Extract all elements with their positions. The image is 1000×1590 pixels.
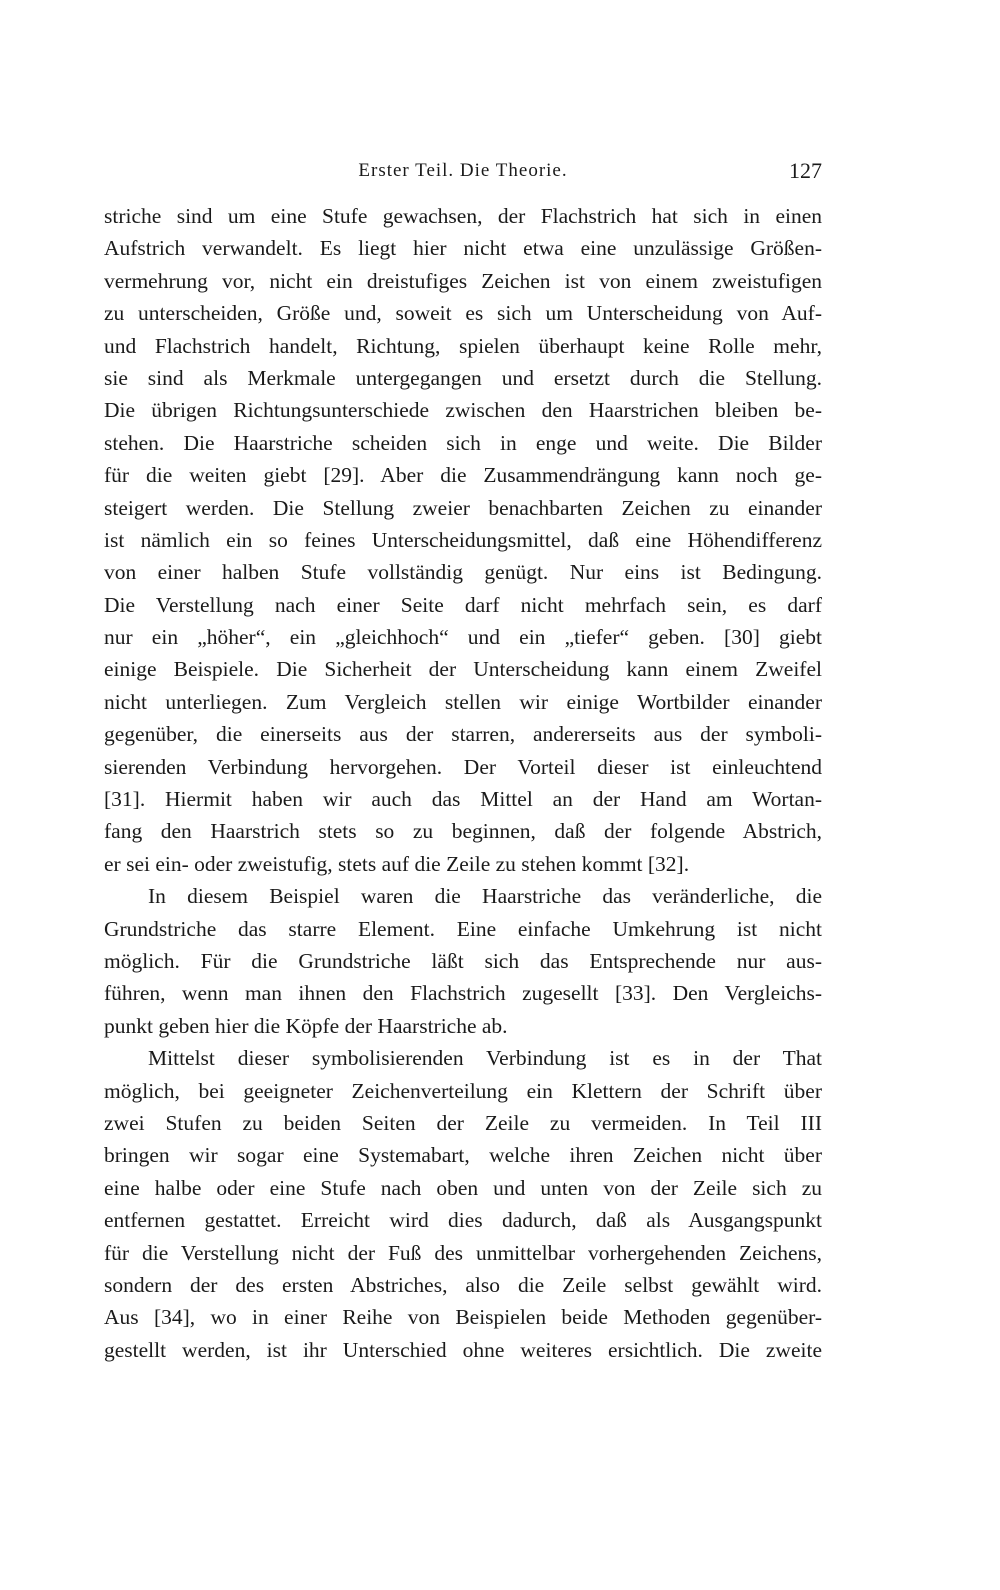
text-line: stehen. Die Haarstriche scheiden sich in enge und weite. Die Bilder [104, 430, 822, 455]
running-head [104, 156, 822, 186]
paragraph [104, 1042, 822, 1366]
text-line: nur ein „höher“, ein „gleichhoch“ und ein „tiefer“ geben. [30] giebt [104, 625, 822, 650]
text-line: und Flachstrich handelt, Richtung, spielen überhaupt keine Rolle mehr, [104, 333, 822, 358]
text-line: sie sind als Merkmale untergegangen und ersetzt durch die Stellung. [104, 365, 822, 390]
text-line: zu unterscheiden, Größe und, soweit es sich um Unterscheidung von Auf- [104, 301, 822, 326]
text-line: nicht unterliegen. Zum Vergleich stellen wir einige Wortbilder einander [104, 689, 822, 714]
text-line: sierenden Verbindung hervorgehen. Der Vorteil dieser ist einleuchtend [104, 754, 822, 779]
text-line: entfernen gestattet. Erreicht wird dies dadurch, daß als Ausgangspunkt [104, 1208, 822, 1233]
running-title: Erster Teil. Die Theorie. [358, 160, 568, 181]
text-line: eine halbe oder eine Stufe nach oben und unten von der Zeile sich zu [104, 1175, 822, 1200]
text-line: fang den Haarstrich stets so zu beginnen, daß der folgende Abstrich, [104, 819, 822, 844]
text-line: gestellt werden, ist ihr Unterschied ohne weiteres ersichtlich. Die zweite [104, 1337, 822, 1362]
text-line: In diesem Beispiel waren die Haarstriche das veränderliche, die [148, 884, 822, 909]
text-line: [31]. Hiermit haben wir auch das Mittel an der Hand am Wortan- [104, 787, 822, 812]
text-line: zwei Stufen zu beiden Seiten der Zeile zu vermeiden. In Teil III [104, 1110, 822, 1135]
text-line: führen, wenn man ihnen den Flachstrich zugesellt [33]. Den Vergleichs- [104, 981, 822, 1006]
text-line: er sei ein- oder zweistufig, stets auf die Zeile zu stehen kommt [32]. [104, 851, 690, 876]
text-line: möglich, bei geeigneter Zeichenverteilung ein Klettern der Schrift über [104, 1078, 822, 1103]
text-line: einige Beispiele. Die Sicherheit der Unterscheidung kann einem Zweifel [104, 657, 822, 682]
text-line: Mittelst dieser symbolisierenden Verbindung ist es in der That [148, 1046, 822, 1071]
text-line: von einer halben Stufe vollständig genügt. Nur eins ist Bedingung. [104, 560, 822, 585]
text-line: striche sind um eine Stufe gewachsen, der Flachstrich hat sich in einen [104, 204, 822, 228]
paragraph [104, 200, 822, 880]
text-line: Grundstriche das starre Element. Eine einfache Umkehrung ist nicht [104, 916, 822, 941]
text-line: Die übrigen Richtungsunterschiede zwischen den Haarstrichen bleiben be- [104, 398, 822, 423]
paragraph [104, 880, 822, 1042]
text-line: bringen wir sogar eine Systemabart, welche ihren Zeichen nicht über [104, 1143, 822, 1168]
body-text [104, 200, 822, 1366]
text-line: punkt geben hier die Köpfe der Haarstriche ab. [104, 1013, 508, 1038]
page-number: 127 [789, 158, 822, 183]
text-line: Die Verstellung nach einer Seite darf nicht mehrfach sein, es darf [104, 592, 822, 617]
text-line: möglich. Für die Grundstriche läßt sich das Entsprechende nur aus- [104, 948, 822, 973]
text-line: vermehrung vor, nicht ein dreistufiges Zeichen ist von einem zweistufigen [104, 268, 822, 293]
text-line: sondern der des ersten Abstriches, also die Zeile selbst gewählt wird. [104, 1272, 822, 1297]
text-line: für die weiten giebt [29]. Aber die Zusammendrängung kann noch ge- [104, 463, 822, 488]
text-line: für die Verstellung nicht der Fuß des unmittelbar vorhergehenden Zeichens, [104, 1240, 822, 1265]
text-line: gegenüber, die einerseits aus der starren, andererseits aus der symboli- [104, 722, 822, 747]
text-line: Aufstrich verwandelt. Es liegt hier nicht etwa eine unzulässige Größen- [104, 236, 822, 261]
text-line: steigert werden. Die Stellung zweier benachbarten Zeichen zu einander [104, 495, 822, 520]
text-line: ist nämlich ein so feines Unterscheidungsmittel, daß eine Höhendifferenz [104, 527, 822, 552]
text-line: Aus [34], wo in einer Reihe von Beispielen beide Methoden gegenüber- [104, 1305, 822, 1330]
